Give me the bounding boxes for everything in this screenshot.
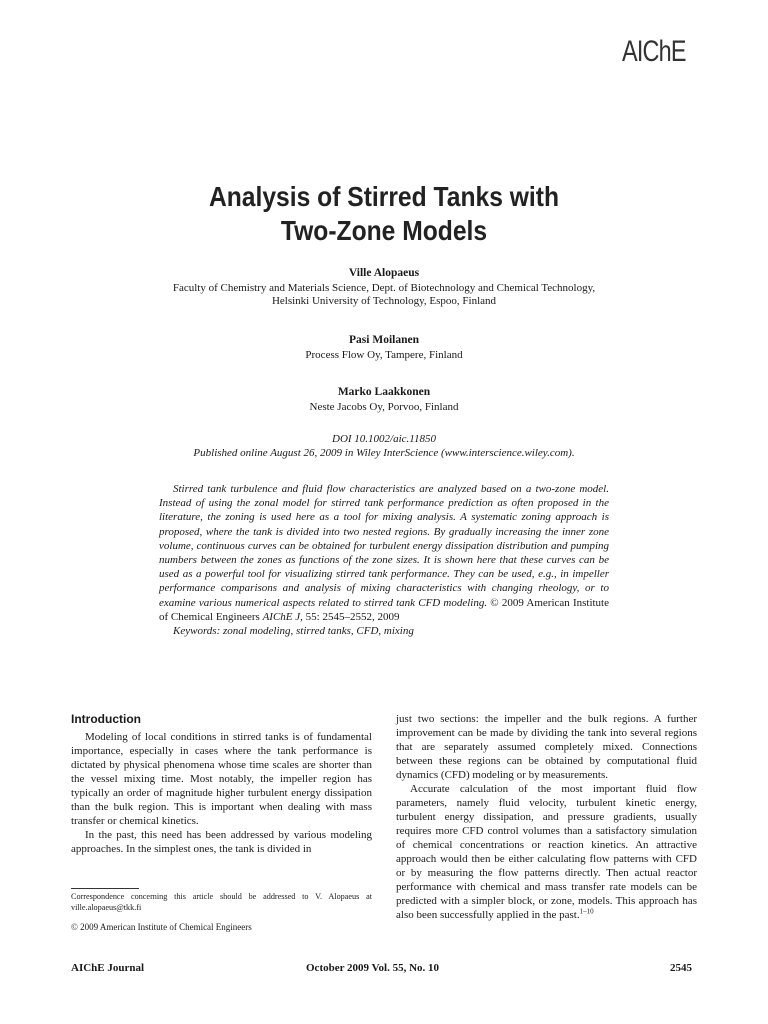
publication-info [0,432,768,460]
paragraph: just two sections: the impeller and the bulk regions. A further improvement can be made by dividing the tank into several regions that are separately assumed completely mixed. Connections between these regions can be obtained by computational fluid dynamics (CFD) modeling or by measurements. [396,713,697,781]
footer-issue: October 2009 Vol. 55, No. 10 [306,962,440,974]
abstract-body: Stirred tank turbulence and fluid flow characteristics are analyzed based on a two-zone model. Instead of using the zonal model for stirred tank performance prediction as often proposed in the literature, the zoning is used here as a tool for mixing analysis. A systematic zoning approach is proposed, where the tank is divided into two nested regions. By gradually increasing the inner zone volume, continuous curves can be obtained for turbulent energy dissipation distribution and pumping numbers between the zones as functions of the zone sizes. It is shown here that these curves can be used as a powerful tool for visualizing stirred tank performance. They can be used, e.g., in impeller performance comparisons and analysis of mixing characteristics with changing rheology, or to examine various numerical aspects related to stirred tank CFD modeling. [159,483,609,609]
paragraph: Modeling of local conditions in stirred tanks is of fundamental importance, especially in cases where the tank performance is dictated by physical phenomena whose time scales are shorter than the vessel mixing time. Most notably, the impeller region has typically an order of magnitude higher turbulent energy dissipation than the bulk region. This is important when dealing with mass transfer or chemical kinetics. [71,731,372,827]
left-column [71,712,372,856]
abstract-text [159,482,609,624]
abstract [159,482,609,638]
right-column [396,712,697,922]
abstract-copyright: © 2009 American Institute of Chemical Engineers [159,596,609,623]
footer-page-number: 2545 [670,962,692,974]
author-block-3 [0,386,768,414]
author-name: Ville Alopaeus [348,267,420,279]
paragraph-text: Accurate calculation of the most important fluid flow parameters, namely fluid velocity, turbulent kinetic energy, turbulent energy dissipation, and pressure gradients, usually requires more CFD control volumes than a satisfactory simulation of chemical concentrations or reaction kinetics. An attractive approach would then be either calculating flow patterns with CFD or by measuring the flow patterns directly. Then actual reactor performance with chemical and mass transfer rate models can be predicted with a simpler block, or zone, models. This approach has also been successfully applied in the past. [396,783,697,921]
author-block-2 [0,334,768,362]
article-title [0,180,768,248]
author-affiliation: Helsinki University of Technology, Espoo, Finland [271,295,497,307]
title-line-2: Two-Zone Models [280,215,488,246]
keywords: Keywords: zonal modeling, stirred tanks, CFD, mixing [173,625,414,638]
published-online: Published online August 26, 2009 in Wiley InterScience (www.interscience.wiley.com). [193,447,575,459]
author-block-1 [0,267,768,309]
correspondence-footnote: Correspondence concerning this article should be addressed to V. Alopaeus at ville.alopaeus@tkk.fi [71,892,372,912]
author-name: Marko Laakkonen [337,386,431,398]
author-name: Pasi Moilanen [349,334,419,346]
abstract-journal: AIChE J [262,610,301,623]
paragraph: In the past, this need has been addressed by various modeling approaches. In the simplest ones, the tank is divided in [71,829,372,855]
author-affiliation: Neste Jacobs Oy, Porvoo, Finland [309,400,459,413]
footer-journal: AIChE Journal [71,962,145,974]
journal-logo: AIChE [622,35,686,68]
doi-link[interactable]: DOI 10.1002/aic.11850 [332,433,436,445]
title-line-1: Analysis of Stirred Tanks with [208,181,560,212]
author-affiliation: Process Flow Oy, Tampere, Finland [305,348,463,361]
author-affiliation: Faculty of Chemistry and Materials Science, Dept. of Biotechnology and Chemical Technology, [172,281,596,294]
copyright-notice: © 2009 American Institute of Chemical Engineers [71,922,252,932]
paragraph [396,782,697,922]
reference-citation[interactable]: 1–10 [579,907,594,916]
abstract-citation: , 55: 2545–2552, 2009 [300,610,400,623]
footnote-divider [71,888,139,889]
section-heading-introduction: Introduction [71,712,141,726]
